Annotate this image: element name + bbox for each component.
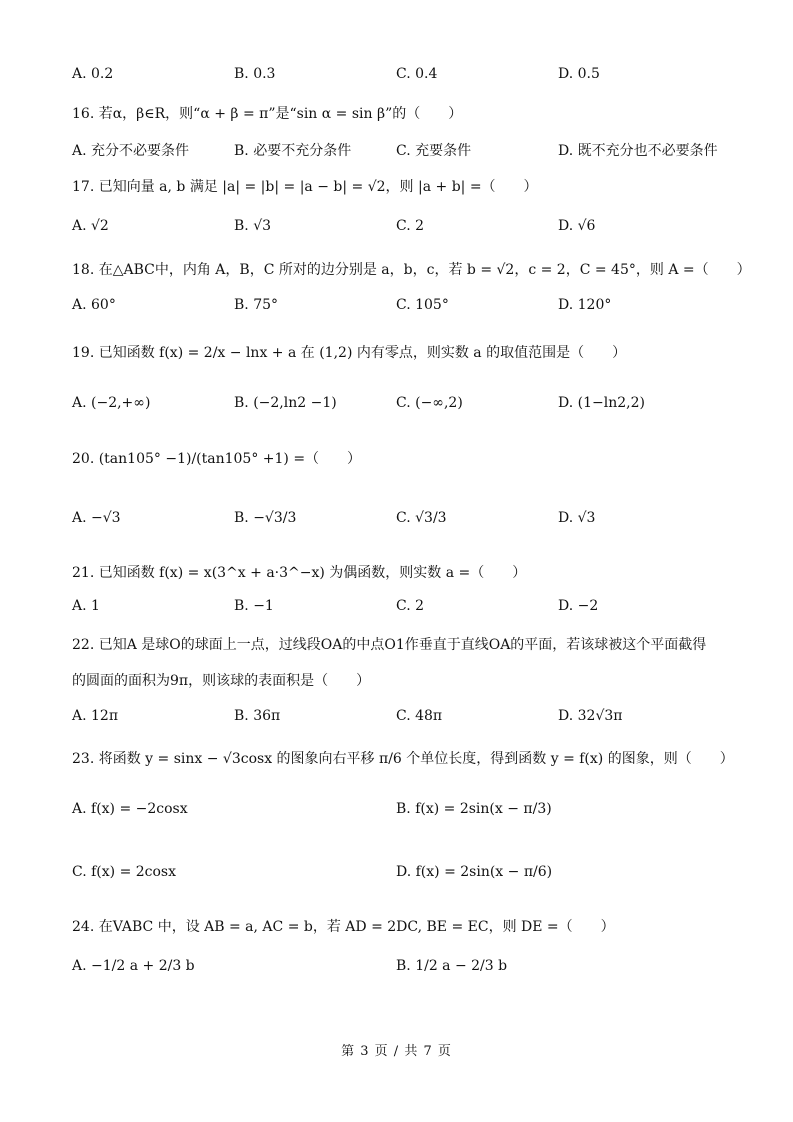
q24-stem: 24. 在VABC 中，设 AB = a, AC = b，若 AD = 2DC, BE = EC，则 DE =（ ） (72, 919, 615, 935)
q16-stem: 16. 若α，β∈R，则“α + β = π”是“sin α = sin β”的（ ） (72, 106, 463, 122)
q24-option-b: B. 1/2 a − 2/3 b (396, 958, 508, 974)
q21-stem: 21. 已知函数 f(x) = x(3^x + a·3^−x) 为偶函数，则实数 a =（ ） (72, 565, 527, 581)
q19-option-c: C. (−∞,2) (396, 395, 463, 411)
q22-option-b: B. 36π (234, 708, 281, 724)
q15-option-b: B. 0.3 (234, 66, 276, 82)
q19-option-b: B. (−2,ln2 −1) (234, 395, 337, 411)
q17-option-d: D. √6 (558, 218, 596, 234)
q15-option-a: A. 0.2 (72, 66, 114, 82)
q19-stem: 19. 已知函数 f(x) = 2/x − lnx + a 在 (1,2) 内有零点，则实数 a 的取值范围是（ ） (72, 345, 627, 361)
q17-option-c: C. 2 (396, 218, 425, 234)
q16-option-d: D. 既不充分也不必要条件 (558, 143, 718, 159)
q16-option-b: B. 必要不充分条件 (234, 143, 352, 159)
q16-option-c: C. 充要条件 (396, 143, 472, 159)
q22-option-d: D. 32√3π (558, 708, 623, 724)
q22-stem-line1: 22. 已知A 是球O的球面上一点，过线段OA的中点O1作垂直于直线OA的平面，若该球被这个平面截得 (72, 637, 707, 653)
q22-stem-line2: 的圆面的面积为9π，则该球的表面积是（ ） (72, 673, 371, 689)
q20-option-d: D. √3 (558, 510, 596, 526)
q21-option-b: B. −1 (234, 598, 274, 614)
q18-option-a: A. 60° (72, 297, 116, 313)
q17-option-b: B. √3 (234, 218, 272, 234)
q23-stem: 23. 将函数 y = sinx − √3cosx 的图象向右平移 π/6 个单位长度，得到函数 y = f(x) 的图象，则（ ） (72, 751, 734, 767)
q18-option-d: D. 120° (558, 297, 612, 313)
q18-option-b: B. 75° (234, 297, 279, 313)
q15-option-c: C. 0.4 (396, 66, 438, 82)
q23-option-c: C. f(x) = 2cosx (72, 864, 177, 880)
q23-option-b: B. f(x) = 2sin(x − π/3) (396, 801, 552, 817)
page-footer: 第 3 页 / 共 7 页 (341, 1044, 452, 1059)
q24-option-a: A. −1/2 a + 2/3 b (72, 958, 195, 974)
q22-option-a: A. 12π (72, 708, 119, 724)
q17-stem: 17. 已知向量 a, b 满足 |a| = |b| = |a − b| = √2，则 |a + b| =（ ） (72, 179, 538, 195)
q20-option-b: B. −√3/3 (234, 510, 297, 526)
q20-option-c: C. √3/3 (396, 510, 447, 526)
q23-option-a: A. f(x) = −2cosx (72, 801, 188, 817)
q20-option-a: A. −√3 (72, 510, 121, 526)
q21-option-a: A. 1 (72, 598, 100, 614)
q19-option-a: A. (−2,+∞) (72, 395, 151, 411)
q18-option-c: C. 105° (396, 297, 449, 313)
q23-option-d: D. f(x) = 2sin(x − π/6) (396, 864, 553, 880)
q20-stem: 20. (tan105° −1)/(tan105° +1) =（ ） (72, 451, 362, 467)
q21-option-d: D. −2 (558, 598, 599, 614)
q17-option-a: A. √2 (72, 218, 109, 234)
q16-option-a: A. 充分不必要条件 (72, 143, 190, 159)
q18-stem: 18. 在△ABC中，内角 A，B，C 所对的边分别是 a，b，c，若 b = √2，c = 2，C = 45°，则 A =（ ） (72, 262, 751, 278)
q21-option-c: C. 2 (396, 598, 425, 614)
q19-option-d: D. (1−ln2,2) (558, 395, 645, 411)
q15-option-d: D. 0.5 (558, 66, 600, 82)
q22-option-c: C. 48π (396, 708, 443, 724)
